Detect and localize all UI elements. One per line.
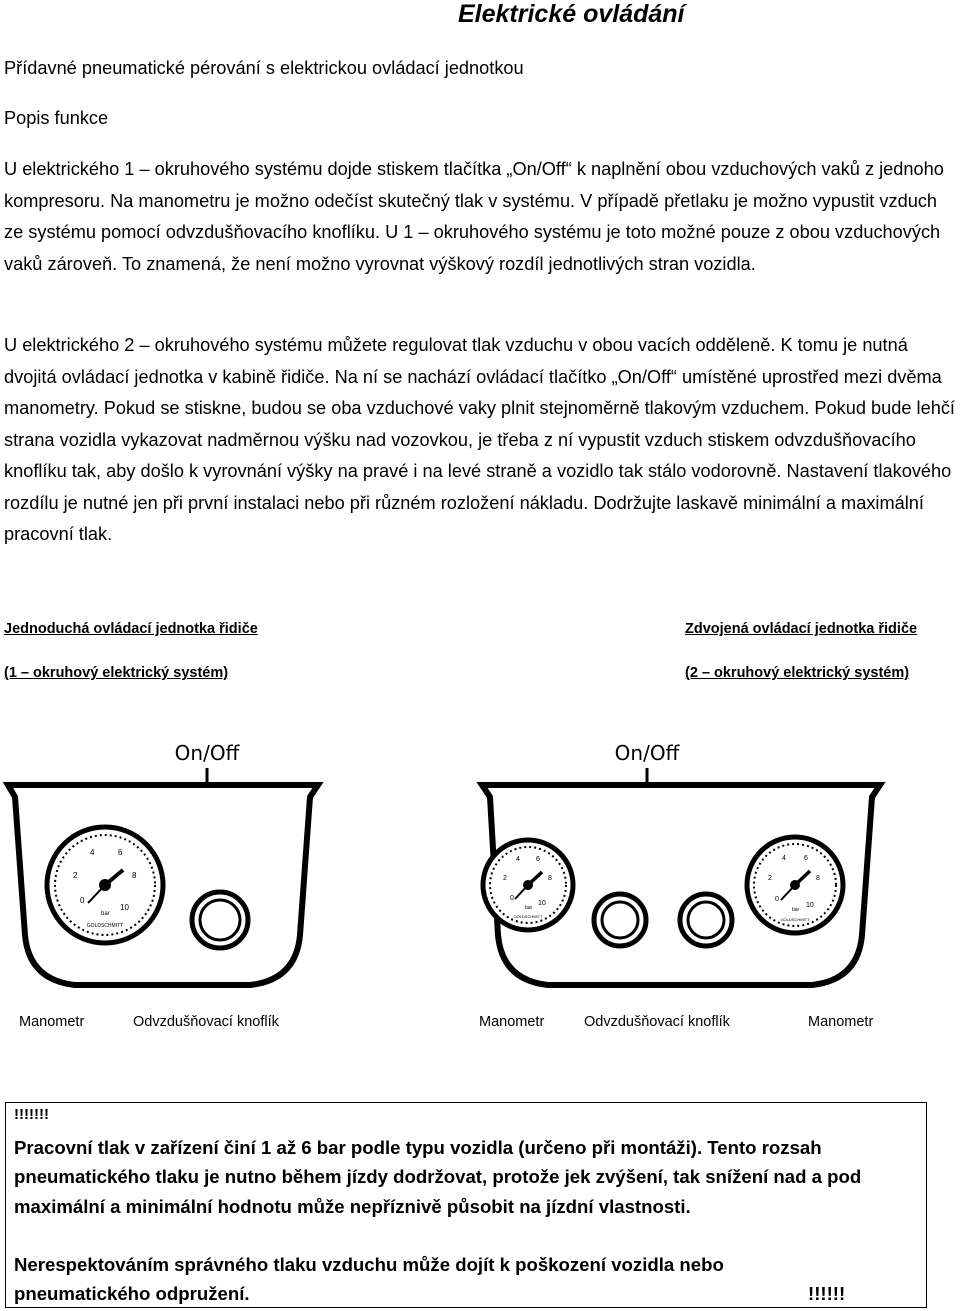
- caption-vent-knob-double: Odvzdušňovací knoflík: [584, 1014, 730, 1030]
- svg-text:4: 4: [782, 855, 786, 862]
- double-control-unit-illustration: [470, 735, 900, 1000]
- svg-text:6: 6: [804, 855, 808, 862]
- svg-text:6: 6: [118, 848, 123, 857]
- svg-text:GOLDSCHMITT: GOLDSCHMITT: [780, 917, 810, 922]
- caption-vent-knob: Odvzdušňovací knoflík: [133, 1014, 279, 1030]
- warning-marks-start: !!!!!!!: [14, 1106, 49, 1123]
- svg-text:10: 10: [120, 903, 129, 912]
- svg-text:2: 2: [768, 875, 772, 882]
- manometer-right: [747, 837, 843, 933]
- section-heading: Popis funkce: [4, 108, 109, 128]
- caption-manometer: Manometr: [19, 1014, 85, 1030]
- svg-text:4: 4: [90, 848, 95, 857]
- svg-text:bar: bar: [792, 907, 800, 913]
- double-unit-title: Zdvojená ovládací jednotka řidiče: [685, 621, 918, 637]
- on-off-label: On/Off: [614, 741, 680, 765]
- manometer-left: [483, 840, 573, 930]
- single-unit-title: Jednoduchá ovládací jednotka řidiče: [4, 621, 258, 637]
- svg-text:2: 2: [503, 875, 507, 882]
- svg-text:GOLDSCHMITT: GOLDSCHMITT: [86, 923, 124, 929]
- paragraph-double-circuit: U elektrického 2 – okruhového systému můžete regulovat tlak vzduchu v obou vacích odděleně. K tomu je nutná dvojitá ovládací jednotka v kabině řidiče. Na ní se nachází ovládací tlačítko „On/Off“ umístěné uprostřed mezi dvěma manometry. Pokud se stiskne, budou se oba vzduchové vaky plnit stejnoměrně tlakovým vzduchem. Pokud bude lehčí strana vozidla vykazovat nadměrnou výšku nad vozovkou, je třeba z ní vypustit vzduch stiskem odvzdušňovacího knoflíku tak, aby došlo k vyrovnání výšky na pravé i na levé straně a vozidlo tak stálo vodorovně. Nastavení tlakového rozdílu je nutné jen při první instalaci nebo při různém rozložení nákladu. Dodržujte laskavě minimální a maximální pracovní tlak.: [4, 335, 955, 544]
- manometer: [47, 827, 163, 943]
- svg-text:8: 8: [548, 875, 552, 882]
- caption-manometer-right: Manometr: [808, 1014, 874, 1030]
- vent-knob-right[interactable]: [680, 894, 732, 946]
- svg-text:0: 0: [775, 896, 779, 903]
- warning-text-pressure: Pracovní tlak v zařízení činí 1 až 6 bar podle typu vozidla (určeno při montáži). Tento rozsah pneumatického tlaku je nutno během jízdy dodržovat, protože jek zvýšení, tak snížení nad a pod maximální a minimální hodnotu může nepříznivě působit na jízdní vlastnosti.: [14, 1137, 862, 1217]
- paragraph-single-circuit: U elektrického 1 – okruhového systému dojde stiskem tlačítka „On/Off“ k naplnění obou vzduchových vaků z jednoho kompresoru. Na manometru je možno odečíst skutečný tlak v systému. V případě přetlaku je možno vypustit vzduch ze systému pomocí odvzdušňovacího knoflíku. U 1 – okruhového systému je toto možné pouze z obou vzduchových vaků zároveň. To znamená, že není možno vyrovnat výškový rozdíl jednotlivých stran vozidla.: [4, 159, 944, 274]
- warning-marks-end: !!!!!!: [808, 1283, 846, 1304]
- caption-manometer-left: Manometr: [479, 1014, 545, 1030]
- single-unit-subtitle: (1 – okruhový elektrický systém): [4, 665, 229, 681]
- svg-text:GOLDSCHMITT: GOLDSCHMITT: [513, 914, 543, 919]
- svg-text:0: 0: [510, 895, 514, 902]
- svg-text:0: 0: [80, 896, 85, 905]
- single-control-unit-illustration: [0, 735, 325, 1000]
- svg-text:8: 8: [816, 875, 820, 882]
- vent-knob[interactable]: [192, 892, 248, 948]
- document-subtitle: Přídavné pneumatické pérování s elektrickou ovládací jednotkou: [4, 58, 524, 78]
- svg-text:10: 10: [806, 902, 814, 909]
- svg-text:bar: bar: [101, 911, 110, 917]
- svg-text:bar: bar: [525, 905, 533, 911]
- warning-text-damage: Nerespektováním správného tlaku vzduchu může dojít k poškození vozidla nebo pneumatického odpružení.: [14, 1254, 724, 1305]
- svg-text:10: 10: [538, 900, 546, 907]
- page-title: Elektrické ovládání: [458, 0, 685, 28]
- on-off-label: On/Off: [174, 741, 240, 765]
- svg-text:6: 6: [536, 856, 540, 863]
- svg-text:8: 8: [132, 871, 137, 880]
- svg-text:2: 2: [73, 871, 78, 880]
- vent-knob-left[interactable]: [594, 894, 646, 946]
- svg-text:4: 4: [516, 856, 520, 863]
- double-unit-subtitle: (2 – okruhový elektrický systém): [685, 665, 910, 681]
